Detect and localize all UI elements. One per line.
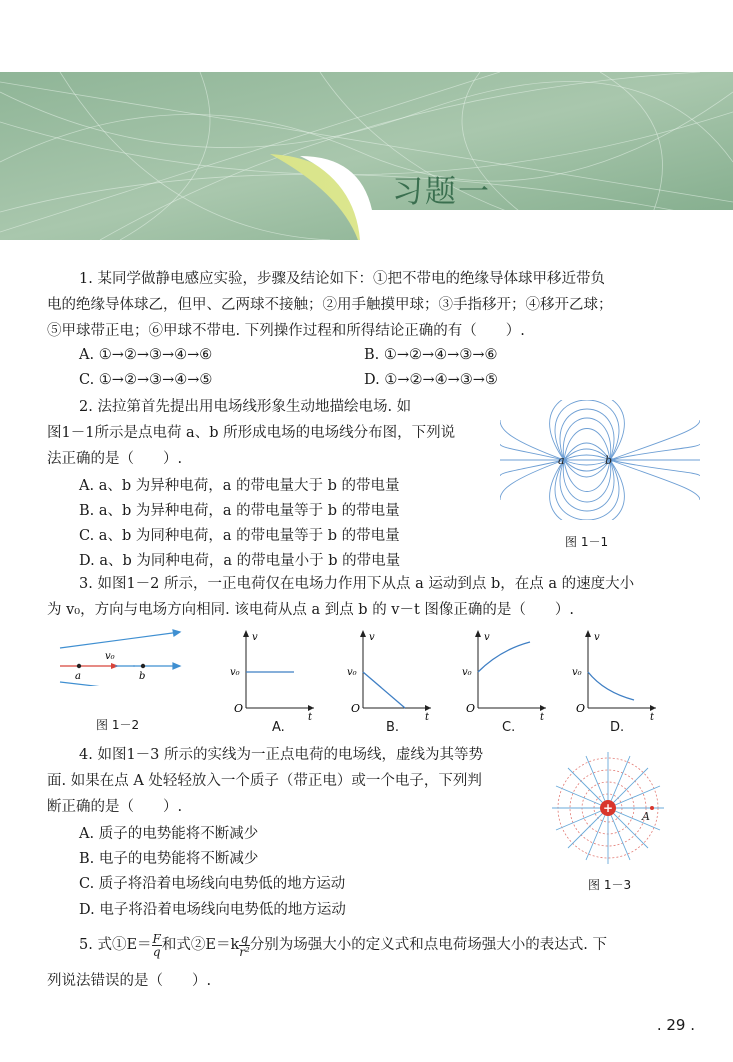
graph-d-axis-v: v [594,632,600,643]
q5-frac1-num: F [152,931,161,946]
figure-1-1-caption: 图 1－1 [565,535,609,549]
q1-option-b: B. ①→②→④→③→⑥ [364,347,498,363]
q4-option-b: B. 电子的电势能将不断减少 [79,851,259,867]
header-banner [0,72,733,240]
figure-1-2-caption: 图 1－2 [96,718,140,732]
figure-1-2-diagram [55,626,185,686]
q2-line-2: 图1－1所示是点电荷 a、b 所形成电场的电场线分布图，下列说 [47,425,456,441]
q3-line-2: 为 v₀，方向与电场方向相同. 该电荷从点 a 到点 b 的 v－t 图像正确的是（ ）. [47,602,575,618]
graph-a [228,628,318,720]
q5-frac2-den: r² [239,944,250,959]
q2-option-b: B. a、b 为异种电荷，a 的带电量等于 b 的带电量 [79,503,400,519]
q5-suffix: 分别为场强大小的定义式和点电荷场强大小的表达式. 下 [249,937,607,953]
page-title: 习题一 [392,174,491,210]
figure-1-2-label-v0: v₀ [105,651,115,662]
q5-middle: 和式②E＝k [161,937,240,953]
q1-line-2: 电的绝缘导体球乙，但甲、乙两球不接触；②用手触摸甲球；③手指移开；④移开乙球； [47,297,613,313]
figure-1-2-label-a: a [75,671,81,682]
q4-option-c: C. 质子将沿着电场线向电势低的地方运动 [79,876,346,892]
graph-b-axis-v: v [369,632,375,643]
graph-c-label: C. [502,720,516,735]
graph-b-axis-t: t [425,712,430,720]
graph-a-axis-v: v [252,632,258,643]
q4-line-1: 4. 如图1－3 所示的实线为一正点电荷的电场线，虚线为其等势 [79,747,484,763]
q1-line-1: 1. 某同学做静电感应实验，步骤及结论如下：①把不带电的绝缘导体球甲移近带负 [79,271,605,287]
q2-line-1: 2. 法拉第首先提出用电场线形象生动地描绘电场. 如 [79,399,412,415]
q5-line-2: 列说法错误的是（ ）. [47,973,212,989]
q5-frac1-den: q [152,944,161,959]
graph-d-v0: v₀ [572,667,582,678]
graph-b-v0: v₀ [347,667,357,678]
q5-fraction-2 [239,933,250,958]
q4-line-2: 面. 如果在点 A 处轻轻放入一个质子（带正电）或一个电子，下列判 [47,773,482,789]
graph-d-origin: O [576,702,586,715]
figure-1-3-label-A: A [642,810,650,823]
graph-a-axis-t: t [308,712,313,720]
figure-1-2-label-b: b [139,671,146,682]
figure-1-3-plus: + [603,801,614,815]
figure-1-1-field-lines [500,400,700,520]
q5-frac2-num: q [240,931,249,946]
figure-1-3-field [548,748,668,868]
figure-1-3-caption: 图 1－3 [588,878,632,892]
page-number: . 29 . [656,1016,695,1034]
graph-b-label: B. [386,720,400,735]
q5-fraction-1 [152,933,162,958]
graph-c-v0: v₀ [462,667,472,678]
graph-a-v0: v₀ [230,667,240,678]
q2-line-3: 法正确的是（ ）. [47,451,183,467]
q2-option-a: A. a、b 为异种电荷，a 的带电量大于 b 的带电量 [79,478,400,494]
graph-d [570,628,660,720]
q1-option-d: D. ①→②→④→③→⑤ [364,372,498,388]
q5-prefix: 5. 式①E＝ [79,937,152,953]
graph-d-label: D. [610,720,625,735]
graph-d-axis-t: t [650,712,655,720]
q2-option-c: C. a、b 为同种电荷，a 的带电量等于 b 的带电量 [79,528,400,544]
graph-b [345,628,435,720]
q4-option-d: D. 电子将沿着电场线向电势低的地方运动 [79,902,346,918]
q3-line-1: 3. 如图1－2 所示，一正电荷仅在电场力作用下从点 a 运动到点 b，在点 a 的速度大小 [79,576,635,592]
figure-1-1-label-b: b [605,454,613,467]
q1-option-c: C. ①→②→③→④→⑤ [79,372,213,388]
figure-1-1-label-a: a [558,454,565,467]
q4-option-a: A. 质子的电势能将不断减少 [79,826,259,842]
q1-option-a: A. ①→②→③→④→⑥ [79,347,213,363]
graph-c-origin: O [466,702,476,715]
q5-line-1 [79,930,607,960]
graph-a-label: A. [272,720,285,735]
q4-line-3: 断正确的是（ ）. [47,799,183,815]
graph-b-origin: O [351,702,361,715]
q2-option-d: D. a、b 为同种电荷，a 的带电量小于 b 的带电量 [79,553,401,569]
graph-a-origin: O [234,702,244,715]
q1-line-3: ⑤甲球带正电；⑥甲球不带电. 下列操作过程和所得结论正确的有（ ）. [47,323,525,339]
graph-c-axis-t: t [540,712,545,720]
graph-c-axis-v: v [484,632,490,643]
graph-c [460,628,550,720]
